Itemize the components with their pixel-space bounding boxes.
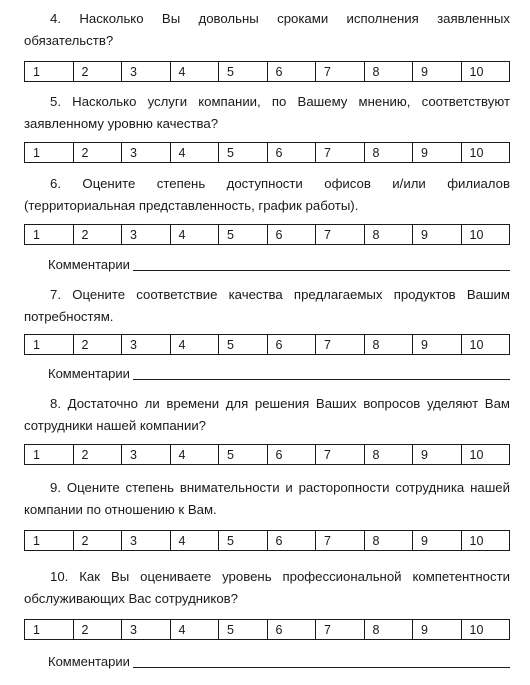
rating-cell-1[interactable]: 1 [25,335,74,355]
rating-cell-8[interactable]: 8 [364,225,413,245]
rating-cell-10[interactable]: 10 [461,531,510,551]
rating-cell-9[interactable]: 9 [413,531,462,551]
rating-cell-9[interactable]: 9 [413,335,462,355]
comment-line[interactable] [133,269,510,271]
rating-scale-q7 [24,334,510,355]
rating-cell-9[interactable]: 9 [413,225,462,245]
rating-cell-5[interactable]: 5 [219,531,268,551]
rating-scale-q10 [24,619,510,640]
rating-cell-6[interactable]: 6 [267,225,316,245]
rating-cell-7[interactable]: 7 [316,143,365,163]
rating-cell-8[interactable]: 8 [364,62,413,82]
rating-cell-5[interactable]: 5 [219,445,268,465]
rating-cell-9[interactable]: 9 [413,620,462,640]
rating-cell-4[interactable]: 4 [170,620,219,640]
rating-cell-6[interactable]: 6 [267,335,316,355]
question-7: 7. Оцените соответствие качества предлагаемых продуктов Вашим потребностям. [24,287,510,324]
rating-cell-3[interactable]: 3 [122,531,171,551]
rating-cell-1[interactable]: 1 [25,62,74,82]
rating-cell-4[interactable]: 4 [170,62,219,82]
rating-cell-7[interactable]: 7 [316,335,365,355]
rating-cell-2[interactable]: 2 [73,531,122,551]
question-4: 4. Насколько Вы довольны сроками исполнения заявленных обязательств? [24,11,510,48]
rating-cell-10[interactable]: 10 [461,445,510,465]
rating-cell-10[interactable]: 10 [461,225,510,245]
rating-cell-7[interactable]: 7 [316,620,365,640]
rating-cell-2[interactable]: 2 [73,143,122,163]
rating-cell-6[interactable]: 6 [267,445,316,465]
rating-scale-q5 [24,142,510,163]
rating-cell-5[interactable]: 5 [219,62,268,82]
comment-line[interactable] [133,666,510,668]
rating-cell-4[interactable]: 4 [170,143,219,163]
rating-cell-8[interactable]: 8 [364,531,413,551]
rating-cell-3[interactable]: 3 [122,143,171,163]
comment-field-q6[interactable] [48,253,510,273]
rating-scale-q8 [24,444,510,465]
rating-cell-1[interactable]: 1 [25,225,74,245]
rating-cell-5[interactable]: 5 [219,335,268,355]
rating-cell-1[interactable]: 1 [25,531,74,551]
rating-cell-6[interactable]: 6 [267,531,316,551]
rating-cell-5[interactable]: 5 [219,225,268,245]
rating-cell-6[interactable]: 6 [267,143,316,163]
rating-cell-8[interactable]: 8 [364,620,413,640]
question-6: 6. Оцените степень доступности офисов и/или филиалов (территориальная представленность, график работы). [24,176,510,213]
comment-field-q7[interactable] [48,362,510,382]
rating-cell-10[interactable]: 10 [461,62,510,82]
rating-cell-1[interactable]: 1 [25,143,74,163]
rating-cell-5[interactable]: 5 [219,620,268,640]
comment-label: Комментарии [48,654,130,669]
rating-cell-8[interactable]: 8 [364,445,413,465]
rating-cell-3[interactable]: 3 [122,62,171,82]
rating-scale-q4 [24,61,510,82]
rating-scale-q9 [24,530,510,551]
rating-cell-3[interactable]: 3 [122,225,171,245]
rating-cell-7[interactable]: 7 [316,225,365,245]
rating-cell-7[interactable]: 7 [316,62,365,82]
rating-cell-2[interactable]: 2 [73,620,122,640]
comment-label: Комментарии [48,257,130,272]
rating-cell-4[interactable]: 4 [170,335,219,355]
rating-cell-1[interactable]: 1 [25,620,74,640]
rating-cell-3[interactable]: 3 [122,620,171,640]
question-8: 8. Достаточно ли времени для решения Ваших вопросов уделяют Вам сотрудники нашей компании? [24,396,510,433]
rating-cell-9[interactable]: 9 [413,445,462,465]
rating-cell-2[interactable]: 2 [73,445,122,465]
rating-cell-5[interactable]: 5 [219,143,268,163]
rating-cell-10[interactable]: 10 [461,620,510,640]
question-10: 10. Как Вы оцениваете уровень профессиональной компетентности обслуживающих Вас сотрудников? [24,569,510,606]
rating-cell-4[interactable]: 4 [170,531,219,551]
question-9: 9. Оцените степень внимательности и расторопности сотрудника нашей компании по отношению к Вам. [24,480,510,517]
rating-cell-2[interactable]: 2 [73,225,122,245]
rating-cell-4[interactable]: 4 [170,445,219,465]
rating-cell-8[interactable]: 8 [364,143,413,163]
rating-cell-6[interactable]: 6 [267,62,316,82]
rating-cell-7[interactable]: 7 [316,445,365,465]
rating-cell-3[interactable]: 3 [122,445,171,465]
rating-cell-8[interactable]: 8 [364,335,413,355]
rating-cell-7[interactable]: 7 [316,531,365,551]
rating-cell-9[interactable]: 9 [413,62,462,82]
comment-line[interactable] [133,378,510,380]
rating-cell-10[interactable]: 10 [461,143,510,163]
rating-cell-9[interactable]: 9 [413,143,462,163]
rating-cell-1[interactable]: 1 [25,445,74,465]
rating-scale-q6 [24,224,510,245]
rating-cell-10[interactable]: 10 [461,335,510,355]
rating-cell-4[interactable]: 4 [170,225,219,245]
rating-cell-2[interactable]: 2 [73,62,122,82]
comment-field-q10[interactable] [48,650,510,670]
question-5: 5. Насколько услуги компании, по Вашему мнению, соответствуют заявленному уровню качества? [24,94,510,131]
rating-cell-2[interactable]: 2 [73,335,122,355]
rating-cell-6[interactable]: 6 [267,620,316,640]
rating-cell-3[interactable]: 3 [122,335,171,355]
comment-label: Комментарии [48,366,130,381]
